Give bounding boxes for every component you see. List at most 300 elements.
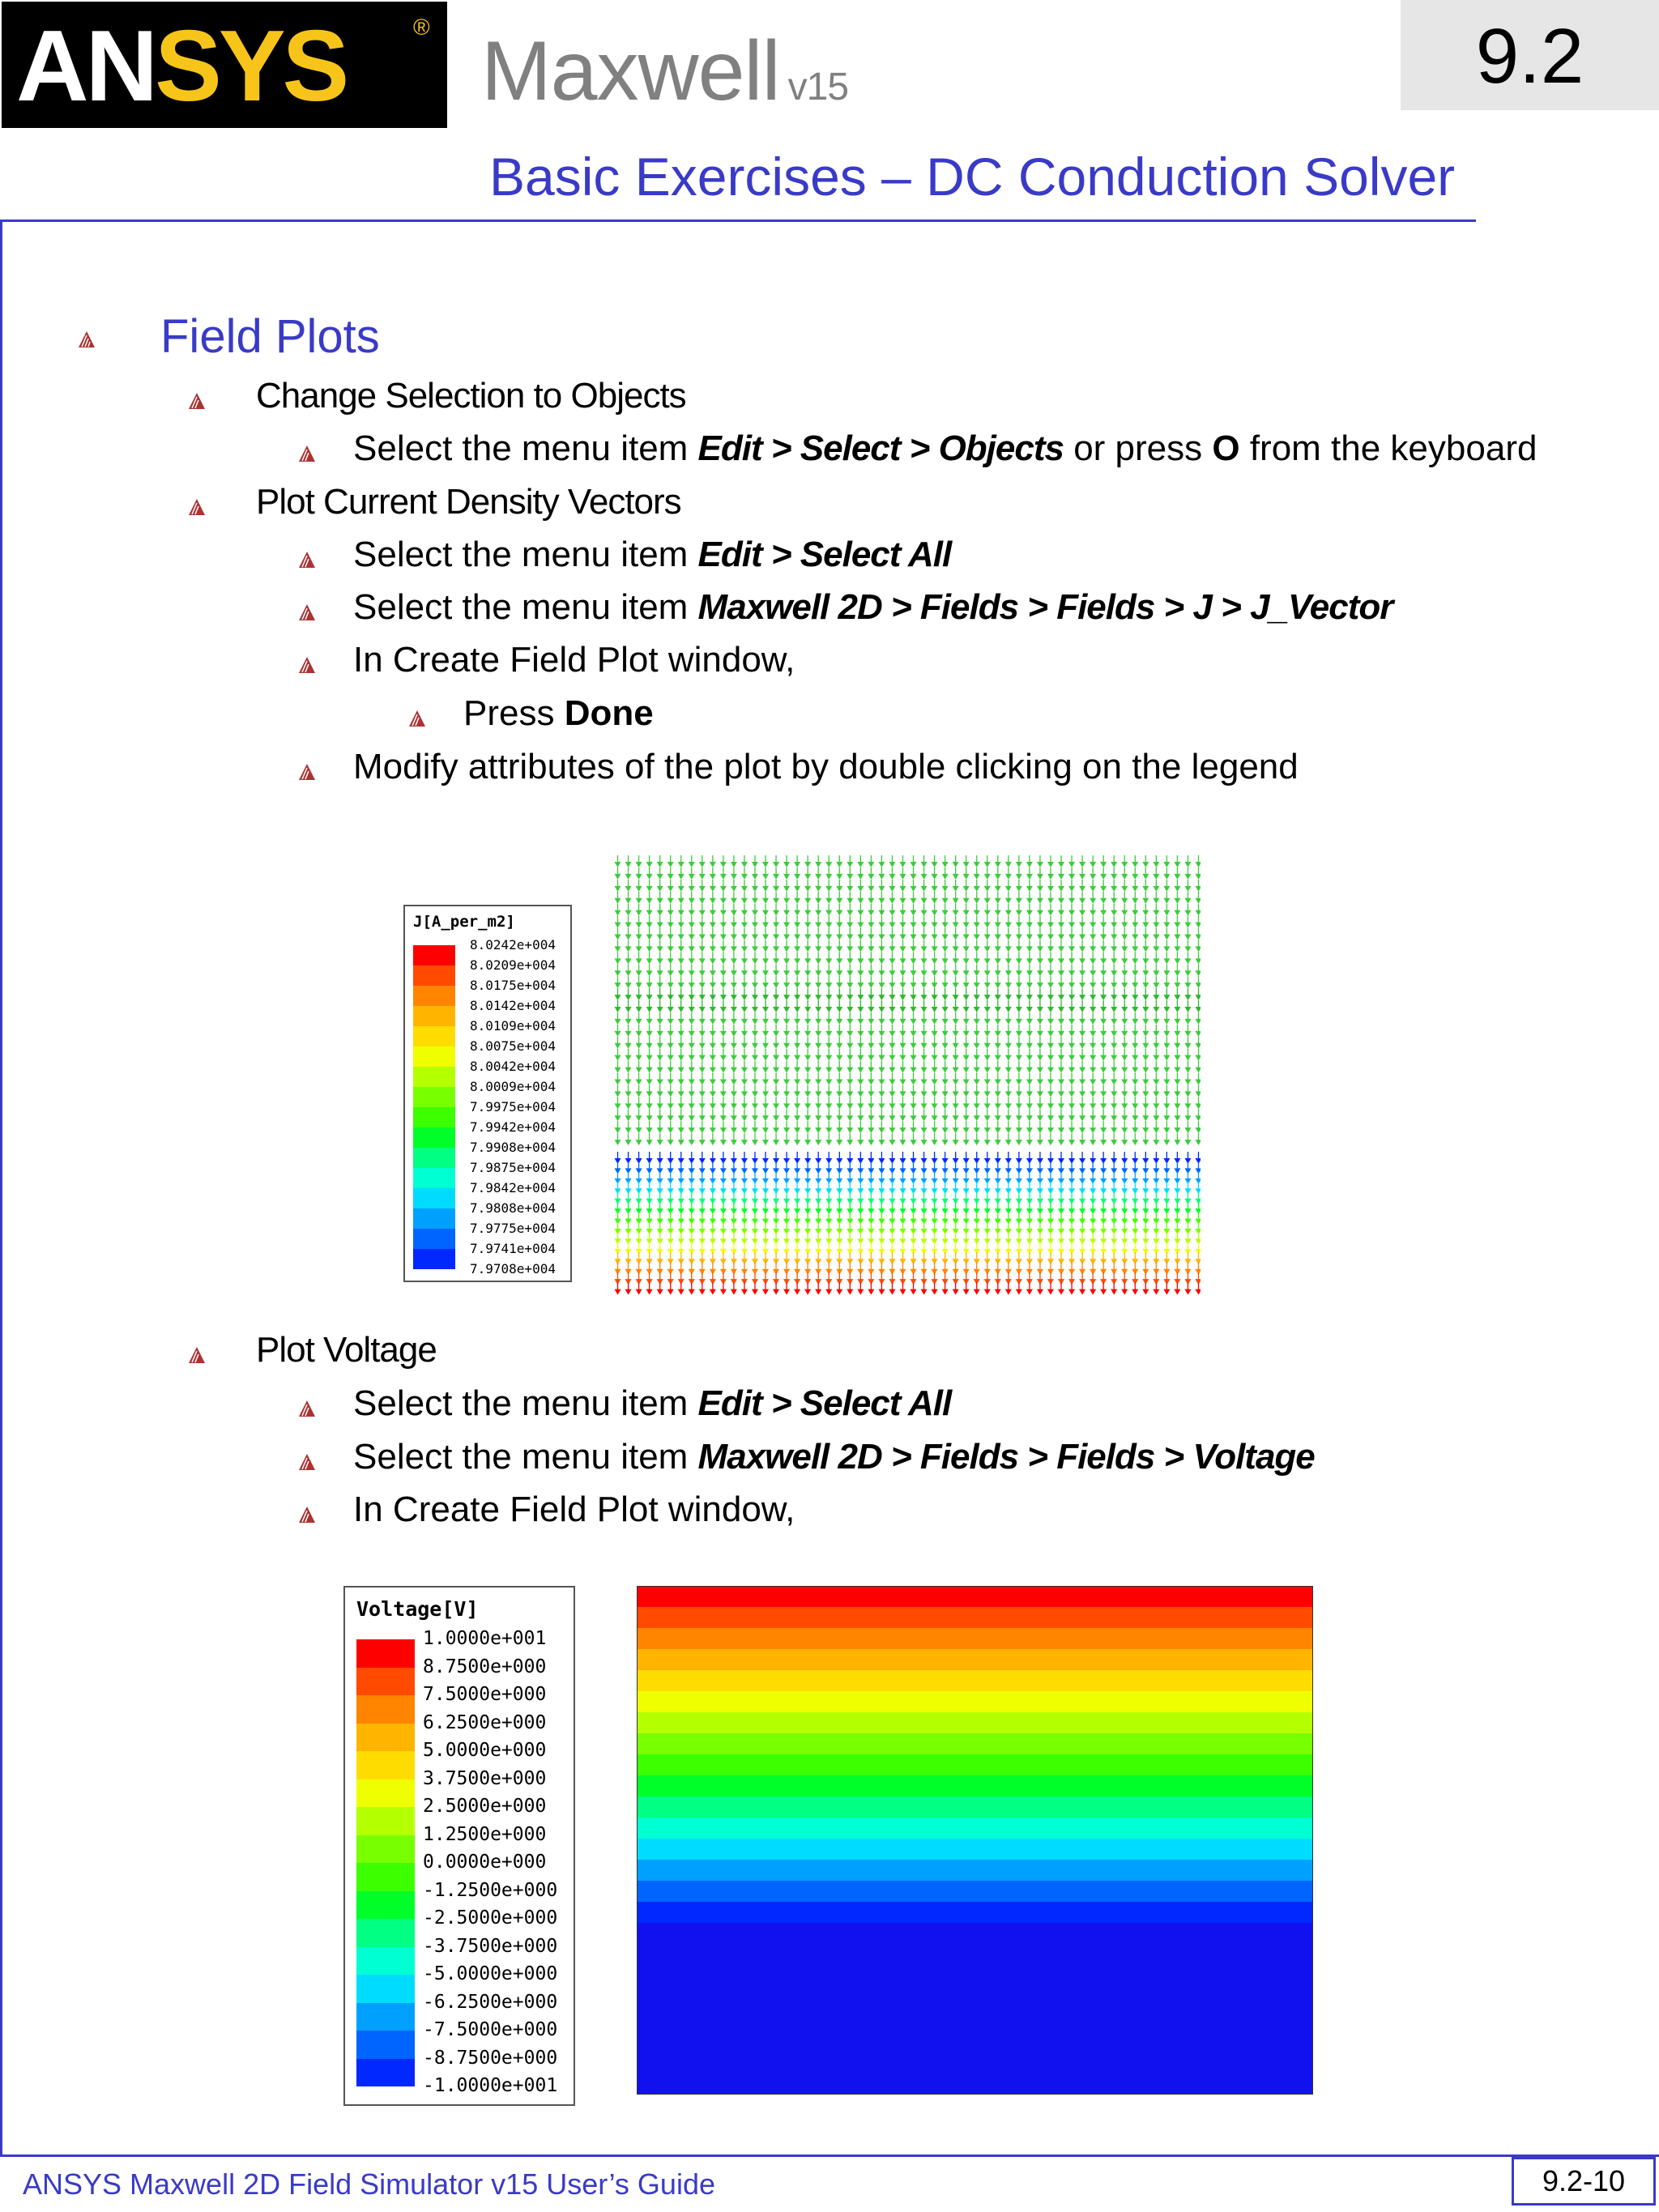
- j-vector-arrow: [857, 1000, 864, 1012]
- j-vector-arrow: [984, 1061, 991, 1073]
- j-vector-arrow: [847, 1061, 853, 1073]
- j-vector-arrow: [1184, 1037, 1191, 1049]
- j-vector-arrow: [911, 1085, 917, 1097]
- j-vector-arrow: [615, 1073, 621, 1085]
- j-vector-arrow: [783, 867, 790, 880]
- j-vector-arrow: [1195, 928, 1201, 940]
- j-vector-arrow: [857, 952, 864, 964]
- j-vector-arrow: [1026, 904, 1033, 916]
- j-vector-arrow: [783, 928, 790, 940]
- j-vector-arrow: [1037, 1097, 1043, 1109]
- j-vector-arrow: [1174, 940, 1180, 952]
- j-vector-arrow: [1121, 1061, 1128, 1073]
- j-vector-arrow: [678, 1109, 684, 1121]
- j-vector-arrow: [794, 1025, 800, 1037]
- j-vector-arrow: [689, 1283, 695, 1295]
- j-vector-arrow: [1016, 904, 1022, 916]
- j-vector-arrow: [1195, 1121, 1201, 1133]
- j-vector-arrow: [921, 988, 928, 1000]
- voltage-band-lower: [637, 1923, 1313, 2095]
- j-vector-arrow: [657, 940, 663, 952]
- legend-value: -1.2500e+000: [423, 1879, 558, 1901]
- j-vector-arrow: [1058, 1073, 1064, 1085]
- j-vector-arrow: [1090, 1025, 1096, 1037]
- j-vector-arrow: [868, 904, 874, 916]
- j-vector-arrow: [1132, 855, 1138, 867]
- j-vector-arrow: [710, 880, 716, 892]
- j-vector-arrow: [741, 1000, 748, 1012]
- j-vector-arrow: [710, 988, 716, 1000]
- j-vector-arrow: [1174, 916, 1180, 928]
- legend-value: 8.7500e+000: [423, 1656, 547, 1677]
- j-vector-arrow: [773, 964, 779, 976]
- j-vector-arrow: [678, 964, 684, 976]
- j-vector-arrow: [1068, 1061, 1075, 1073]
- j-vector-arrow: [815, 952, 821, 964]
- j-vector-arrow: [1100, 855, 1107, 867]
- j-vector-arrow: [899, 1012, 906, 1025]
- j-vector-arrow: [825, 892, 832, 904]
- j-vector-arrow: [1037, 1025, 1043, 1037]
- subsection-plot-voltage: Plot Voltage: [256, 1330, 437, 1370]
- bullet-icon: [298, 1453, 316, 1471]
- j-vector-arrow: [699, 952, 706, 964]
- j-vector-arrow: [1079, 904, 1085, 916]
- j-vector-arrow: [657, 928, 663, 940]
- j-vector-arrow: [1174, 1121, 1180, 1133]
- j-vector-arrow: [625, 1049, 632, 1061]
- j-vector-arrow: [1068, 904, 1075, 916]
- j-vector-arrow: [1153, 940, 1159, 952]
- page-subtitle: Basic Exercises – DC Conduction Solver: [489, 147, 1456, 207]
- j-vector-arrow: [710, 867, 716, 880]
- j-vector-arrow: [1016, 928, 1022, 940]
- j-vector-arrow: [1132, 1097, 1138, 1109]
- j-vector-arrow: [995, 1073, 1001, 1085]
- legend-title: J[A_per_m2]: [413, 913, 515, 931]
- j-vector-arrow: [1111, 880, 1117, 892]
- j-vector-arrow: [899, 952, 906, 964]
- j-vector-arrow: [857, 1012, 864, 1025]
- voltage-band: [637, 1607, 1313, 1628]
- j-vector-arrow: [1163, 1085, 1170, 1097]
- j-vector-arrow: [984, 1025, 991, 1037]
- j-vector-arrow: [984, 964, 991, 976]
- j-vector-arrow: [741, 976, 748, 988]
- j-vector-arrow: [794, 1037, 800, 1049]
- j-vector-arrow: [636, 1000, 642, 1012]
- voltage-band: [637, 1628, 1313, 1649]
- j-vector-arrow: [1142, 880, 1149, 892]
- j-vector-arrow: [815, 1121, 821, 1133]
- j-vector-arrow: [1005, 1133, 1012, 1145]
- j-vector-arrow: [657, 1073, 663, 1085]
- j-vector-arrow: [731, 940, 737, 952]
- j-vector-arrow: [1005, 867, 1012, 880]
- j-vector-arrow: [1068, 940, 1075, 952]
- j-vector-arrow: [678, 1097, 684, 1109]
- j-vector-arrow: [815, 1097, 821, 1109]
- j-vector-arrow: [1121, 1121, 1128, 1133]
- j-vector-arrow: [636, 964, 642, 976]
- j-vector-arrow: [678, 916, 684, 928]
- j-vector-arrow: [857, 880, 864, 892]
- j-vector-arrow: [794, 976, 800, 988]
- j-vector-arrow: [1026, 928, 1033, 940]
- j-vector-arrow: [646, 1000, 653, 1012]
- legend-swatch: [356, 2059, 415, 2087]
- j-vector-arrow: [1068, 880, 1075, 892]
- j-vector-arrow: [1100, 1283, 1107, 1295]
- j-vector-arrow: [625, 1097, 632, 1109]
- j-vector-arrow: [1174, 1000, 1180, 1012]
- j-vector-arrow: [773, 1025, 779, 1037]
- j-vector-arrow: [1079, 1025, 1085, 1037]
- j-vector-arrow: [678, 1037, 684, 1049]
- j-vector-arrow: [1058, 1049, 1064, 1061]
- j-vector-arrow: [1005, 1283, 1012, 1295]
- j-vector-arrow: [825, 904, 832, 916]
- j-vector-arrow: [836, 1061, 842, 1073]
- j-vector-arrow: [752, 892, 758, 904]
- j-vector-arrow: [783, 976, 790, 988]
- j-vector-arrow: [815, 855, 821, 867]
- j-vector-arrow: [1058, 940, 1064, 952]
- j-vector-arrow: [889, 988, 895, 1000]
- j-vector-arrow: [995, 1085, 1001, 1097]
- j-vector-arrow: [878, 1097, 885, 1109]
- j-vector-arrow: [1163, 1012, 1170, 1025]
- j-vector-arrow: [921, 1097, 928, 1109]
- j-vector-arrow: [857, 1061, 864, 1073]
- j-vector-arrow: [953, 964, 959, 976]
- legend-swatch: [413, 1229, 455, 1249]
- j-vector-arrow: [889, 1109, 895, 1121]
- j-vector-arrow: [1068, 916, 1075, 928]
- j-vector-arrow: [615, 916, 621, 928]
- j-vector-arrow: [678, 1012, 684, 1025]
- j-vector-arrow: [899, 1085, 906, 1097]
- j-vector-arrow: [646, 976, 653, 988]
- j-vector-arrow: [1174, 1085, 1180, 1097]
- legend-value: 7.5000e+000: [423, 1684, 547, 1706]
- j-vector-arrow: [857, 1049, 864, 1061]
- j-vector-arrow: [667, 892, 674, 904]
- j-vector-arrow: [847, 904, 853, 916]
- j-vector-arrow: [1058, 1109, 1064, 1121]
- j-vector-arrow: [1184, 976, 1191, 988]
- j-vector-arrow: [847, 964, 853, 976]
- j-vector-arrow: [1111, 1000, 1117, 1012]
- j-vector-arrow: [899, 1133, 906, 1145]
- j-vector-arrow: [1005, 1073, 1012, 1085]
- j-vector-arrow: [1184, 904, 1191, 916]
- j-vector-arrow: [836, 855, 842, 867]
- j-vector-arrow: [615, 1283, 621, 1295]
- j-vector-arrow: [953, 988, 959, 1000]
- voltage-plot-legend[interactable]: [343, 1586, 575, 2106]
- j-vector-arrow: [625, 1012, 632, 1025]
- j-vector-arrow: [689, 988, 695, 1000]
- j-vector-arrow: [678, 1121, 684, 1133]
- j-vector-arrow: [1090, 1133, 1096, 1145]
- j-vector-arrow: [984, 1000, 991, 1012]
- j-vector-arrow: [731, 1133, 737, 1145]
- j-vector-arrow: [1163, 988, 1170, 1000]
- legend-swatch: [413, 1006, 455, 1026]
- j-vector-arrow: [815, 1133, 821, 1145]
- j-vector-arrow: [1121, 1000, 1128, 1012]
- j-vector-arrow: [646, 904, 653, 916]
- j-vector-arrow: [1047, 964, 1054, 976]
- j-vector-arrow: [678, 952, 684, 964]
- j-vector-arrow: [636, 1012, 642, 1025]
- j-vector-arrow: [657, 855, 663, 867]
- j-vector-arrow: [1026, 1133, 1033, 1145]
- j-vector-arrow: [636, 1109, 642, 1121]
- j-vector-arrow: [625, 988, 632, 1000]
- j-vector-arrow: [1195, 867, 1201, 880]
- j-vector-arrow: [1195, 1192, 1201, 1204]
- j-vector-arrow: [825, 1037, 832, 1049]
- voltage-band: [637, 1586, 1313, 1607]
- j-vector-arrow: [625, 892, 632, 904]
- j-vector-arrow: [911, 964, 917, 976]
- j-vector-arrow: [783, 1121, 790, 1133]
- j-vector-arrow: [762, 928, 769, 940]
- j-vector-arrow: [1026, 1000, 1033, 1012]
- j-vector-arrow: [1016, 964, 1022, 976]
- j-vector-arrow: [1037, 976, 1043, 988]
- j-vector-arrow: [667, 976, 674, 988]
- j-vector-arrow: [1163, 964, 1170, 976]
- j-vector-arrow: [1090, 892, 1096, 904]
- j-vector-arrow: [868, 976, 874, 988]
- j-vector-arrow: [836, 1097, 842, 1109]
- ansys-logo: [2, 2, 447, 128]
- j-vector-arrow: [1079, 1012, 1085, 1025]
- j-vector-arrow: [899, 1025, 906, 1037]
- j-vector-arrow: [731, 1000, 737, 1012]
- j-vector-arrow: [953, 867, 959, 880]
- j-vector-arrow: [953, 1073, 959, 1085]
- j-vector-arrow: [1184, 1049, 1191, 1061]
- j-vector-arrow: [953, 940, 959, 952]
- bullet-icon: [408, 710, 426, 727]
- j-vector-arrow: [889, 1283, 895, 1295]
- j-vector-arrow: [773, 1049, 779, 1061]
- j-vector-arrow: [942, 952, 949, 964]
- j-vector-arrow: [773, 1133, 779, 1145]
- j-vector-arrow: [1163, 916, 1170, 928]
- j-vector-arrow: [646, 1133, 653, 1145]
- j-vector-arrow: [773, 916, 779, 928]
- j-vector-arrow: [1111, 1109, 1117, 1121]
- j-vector-arrow: [899, 976, 906, 988]
- j-vector-arrow: [942, 928, 949, 940]
- j-vector-arrow: [932, 904, 938, 916]
- j-vector-arrow: [615, 1133, 621, 1145]
- j-vector-arrow: [899, 1061, 906, 1073]
- j-vector-arrow: [615, 1000, 621, 1012]
- subsection-change-selection: Change Selection to Objects: [256, 376, 686, 416]
- j-vector-arrow: [921, 928, 928, 940]
- j-vector-arrow: [804, 1000, 811, 1012]
- j-vector-arrow: [932, 928, 938, 940]
- j-vector-arrow: [667, 1073, 674, 1085]
- j-vector-arrow: [878, 1283, 885, 1295]
- j-vector-arrow: [1016, 940, 1022, 952]
- j-vector-arrow: [720, 1085, 727, 1097]
- j-vector-arrow: [773, 1097, 779, 1109]
- j-vector-arrow: [1047, 1097, 1054, 1109]
- j-vector-arrow: [636, 1049, 642, 1061]
- j-vector-arrow: [878, 855, 885, 867]
- j-vector-arrow: [836, 867, 842, 880]
- j-vector-arrow: [1016, 867, 1022, 880]
- j-vector-arrow: [710, 1073, 716, 1085]
- j-vector-arrow: [1163, 1097, 1170, 1109]
- j-vector-arrow: [1068, 988, 1075, 1000]
- j-vector-arrow: [1121, 867, 1128, 880]
- j-vector-arrow: [899, 1109, 906, 1121]
- voltage-band: [637, 1860, 1313, 1881]
- step-create-field-plot: In Create Field Plot window,: [353, 640, 795, 680]
- j-vector-arrow: [752, 1085, 758, 1097]
- j-vector-arrow: [878, 928, 885, 940]
- j-vector-arrow: [1037, 892, 1043, 904]
- j-vector-arrow: [911, 904, 917, 916]
- j-vector-arrow: [932, 1133, 938, 1145]
- j-vector-arrow: [752, 1000, 758, 1012]
- j-vector-arrow: [899, 1049, 906, 1061]
- j-vector-arrow: [911, 1049, 917, 1061]
- j-vector-arrow: [741, 916, 748, 928]
- j-vector-arrow: [752, 1121, 758, 1133]
- j-vector-arrow: [1195, 892, 1201, 904]
- ansys-logo-wordmark: ANSYS: [16, 11, 347, 122]
- j-vector-arrow: [1111, 1012, 1117, 1025]
- legend-swatch: [356, 1835, 415, 1864]
- j-vector-arrow: [815, 1085, 821, 1097]
- j-vector-arrow: [710, 964, 716, 976]
- j-vector-arrow: [773, 904, 779, 916]
- keyboard-key: O: [1212, 428, 1240, 468]
- legend-value: -6.2500e+000: [423, 1991, 558, 2013]
- j-vector-arrow: [615, 1109, 621, 1121]
- j-vector-arrow: [752, 1097, 758, 1109]
- j-vector-arrow: [1026, 964, 1033, 976]
- j-vector-arrow: [667, 1283, 674, 1295]
- j-vector-arrow: [963, 916, 970, 928]
- j-vector-arrow: [752, 1037, 758, 1049]
- j-vector-arrow: [825, 855, 832, 867]
- j-vector-arrow: [657, 964, 663, 976]
- j-vector-arrow: [1195, 1109, 1201, 1121]
- j-vector-arrow: [1142, 988, 1149, 1000]
- j-vector-arrow: [868, 1097, 874, 1109]
- j-vector-arrow: [636, 1061, 642, 1073]
- j-vector-arrow: [899, 1097, 906, 1109]
- j-vector-arrow: [1047, 1133, 1054, 1145]
- j-vector-arrow: [741, 988, 748, 1000]
- j-vector-arrow: [974, 880, 980, 892]
- j-vector-arrow: [625, 855, 632, 867]
- j-vector-arrow: [963, 940, 970, 952]
- j-vector-arrow: [636, 1133, 642, 1145]
- j-vector-arrow: [1163, 1025, 1170, 1037]
- j-vector-arrow: [995, 1283, 1001, 1295]
- j-vector-arrow: [836, 964, 842, 976]
- j-vector-arrow: [942, 1133, 949, 1145]
- j-vector-arrow: [773, 928, 779, 940]
- j-vector-arrow: [731, 1283, 737, 1295]
- j-vector-arrow: [1121, 916, 1128, 928]
- j-vector-arrow: [720, 855, 727, 867]
- j-vector-arrow: [636, 1283, 642, 1295]
- j-vector-arrow: [1163, 904, 1170, 916]
- j-vector-arrow: [741, 1037, 748, 1049]
- j-vector-arrow: [974, 1085, 980, 1097]
- j-vector-arrow: [857, 928, 864, 940]
- chapter-number: 9.2: [1475, 13, 1584, 100]
- j-vector-arrow: [699, 1283, 706, 1295]
- j-vector-arrow: [1079, 940, 1085, 952]
- j-vector-arrow: [1121, 904, 1128, 916]
- j-vector-arrow: [868, 1061, 874, 1073]
- j-vector-arrow: [1026, 976, 1033, 988]
- j-vector-arrow: [646, 892, 653, 904]
- j-vector-arrow: [1026, 940, 1033, 952]
- j-vector-arrow: [878, 952, 885, 964]
- j-vector-arrow: [974, 940, 980, 952]
- legend-swatch: [413, 1107, 455, 1127]
- j-vector-arrow: [836, 1109, 842, 1121]
- voltage-band: [637, 1796, 1313, 1818]
- j-vector-arrow: [1153, 1073, 1159, 1085]
- j-vector-arrow: [689, 1049, 695, 1061]
- j-vector-arrow: [773, 892, 779, 904]
- j-vector-arrow: [1163, 1283, 1170, 1295]
- j-vector-arrow: [636, 904, 642, 916]
- j-vector-arrow: [1184, 928, 1191, 940]
- j-vector-arrow: [783, 1109, 790, 1121]
- j-vector-arrow: [1037, 1073, 1043, 1085]
- j-vector-arrow: [1132, 964, 1138, 976]
- j-vector-arrow: [974, 952, 980, 964]
- j-vector-arrow: [804, 1085, 811, 1097]
- j-vector-arrow: [1174, 855, 1180, 867]
- j-vector-arrow: [762, 904, 769, 916]
- j-vector-arrow: [1005, 940, 1012, 952]
- j-vector-arrow: [1184, 1133, 1191, 1145]
- j-vector-arrow: [699, 892, 706, 904]
- j-vector-arrow: [710, 1133, 716, 1145]
- j-vector-arrow: [1047, 928, 1054, 940]
- j-vector-arrow: [615, 1049, 621, 1061]
- j-vector-arrow: [868, 892, 874, 904]
- voltage-band: [637, 1881, 1313, 1902]
- j-vector-arrow: [1058, 952, 1064, 964]
- j-vector-arrow: [815, 988, 821, 1000]
- j-vector-arrow: [646, 880, 653, 892]
- j-vector-arrow: [699, 916, 706, 928]
- legend-value: 8.0242e+004: [470, 937, 556, 953]
- voltage-band: [637, 1649, 1313, 1670]
- j-plot-legend[interactable]: [403, 905, 572, 1282]
- j-vector-arrow: [942, 1283, 949, 1295]
- j-vector-arrow: [657, 1037, 663, 1049]
